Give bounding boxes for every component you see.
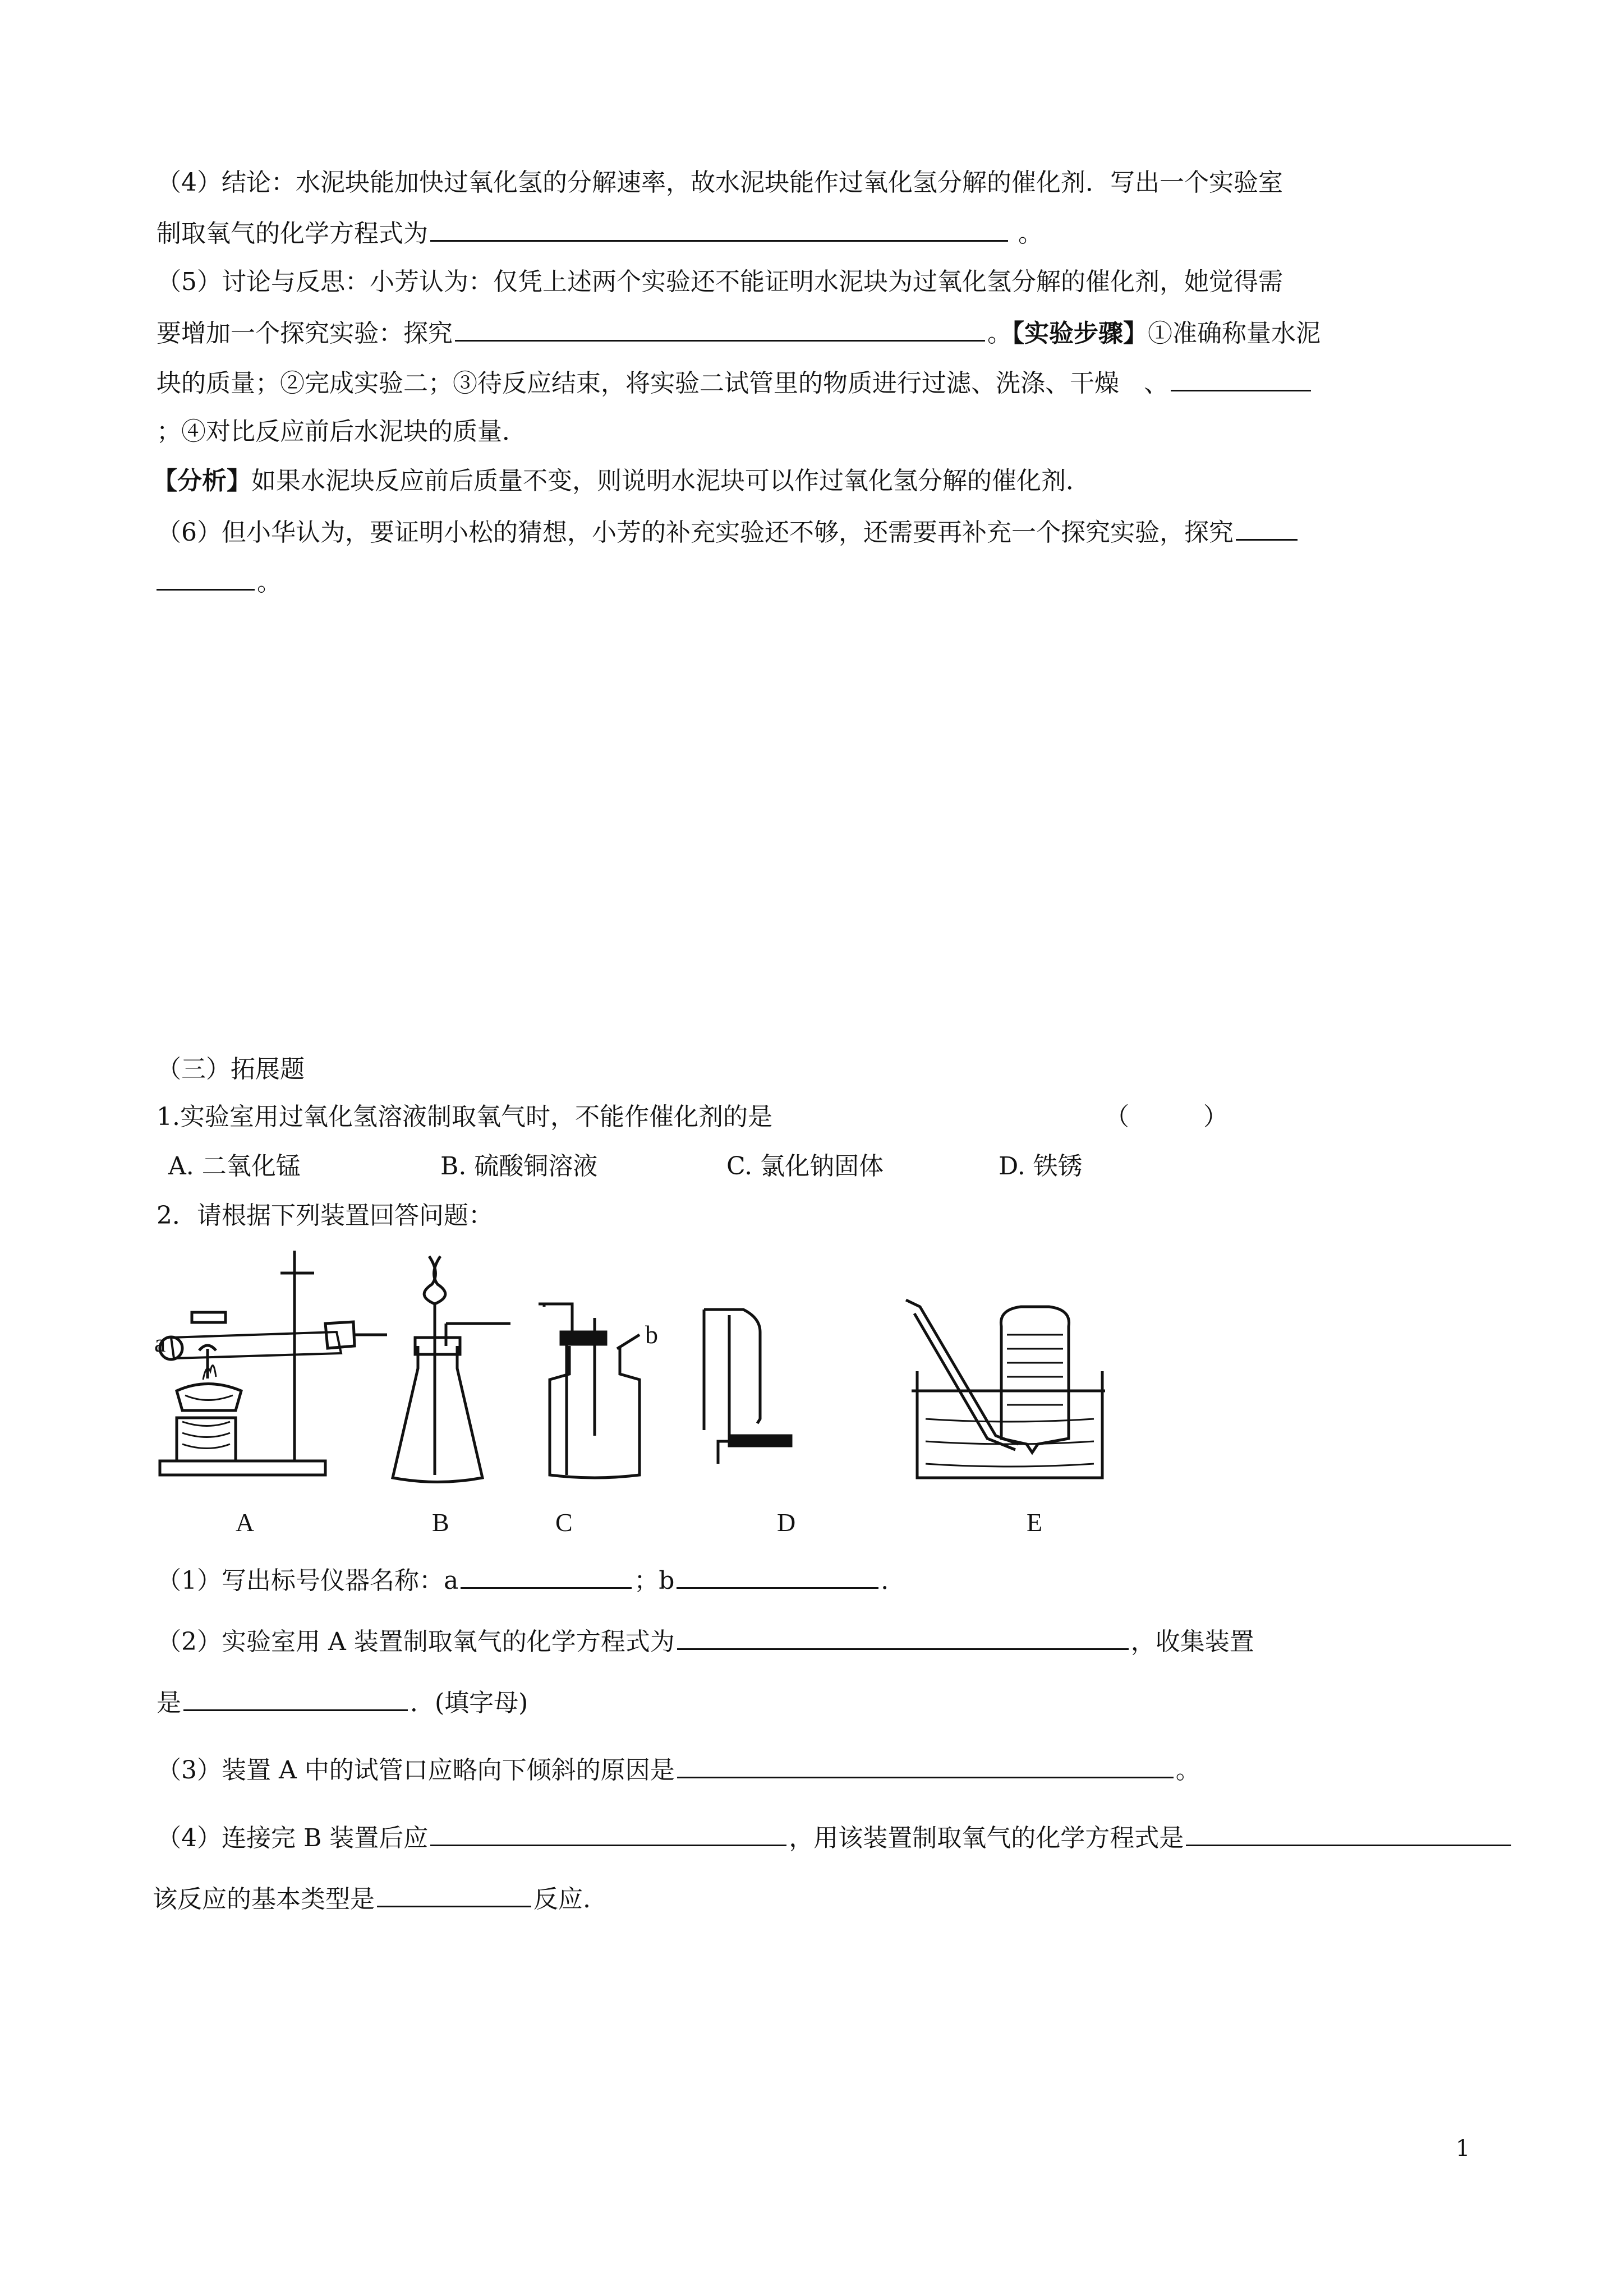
q1-stem (157, 1100, 1228, 1134)
q2-s4b-text: 该反应的基本类型是 (153, 1885, 375, 1914)
q1-answer-paren[interactable]: （ ） (1105, 1103, 1228, 1131)
step-blank[interactable] (1171, 365, 1311, 391)
q2-s1-end: ． (881, 1566, 906, 1595)
q2-s1-text: （1）写出标号仪器名称：a (157, 1566, 459, 1595)
part5-line2 (157, 315, 1321, 351)
figure-label-c: C (555, 1508, 573, 1537)
analysis-heading: 【分析】 (153, 467, 251, 495)
part6-blank-2[interactable] (157, 564, 255, 591)
figure-label-b: B (432, 1508, 449, 1537)
q1-stem-text: 1.实验室用过氧化氢溶液制取氧气时，不能作催化剂的是 (157, 1103, 772, 1131)
part4-line1: （4）结论：水泥块能加快过氧化氢的分解速率，故水泥块能作过氧化氢分解的催化剂．写出一个实验室 (157, 168, 1283, 197)
part5-line2-end: ①准确称量水泥 (1148, 319, 1321, 348)
q2-s1-mid: ；b (634, 1566, 675, 1595)
part5-line2-text: 要增加一个探究实验：探究 (157, 319, 453, 348)
q2-s4b (153, 1881, 591, 1916)
figure-label-d: D (777, 1508, 796, 1537)
option-b[interactable]: B. 硫酸铜溶液 (440, 1152, 598, 1181)
part5-line2-period: 。 (987, 319, 1012, 348)
part6-line1 (157, 514, 1300, 550)
reaction-type-blank[interactable] (377, 1881, 531, 1907)
label-b: b (645, 1320, 658, 1349)
q2-s4b-end: 反应. (533, 1885, 591, 1914)
part5-line3 (157, 365, 1313, 400)
apparatus-c (539, 1304, 658, 1537)
equation-a-blank[interactable] (677, 1624, 1129, 1650)
part6-blank-1[interactable] (1236, 514, 1298, 541)
instrument-a-blank[interactable] (461, 1562, 632, 1589)
q2-s1 (157, 1562, 905, 1598)
q2-s2b (157, 1685, 528, 1720)
q2-s3-text: （3）装置 A 中的试管口应略向下倾斜的原因是 (157, 1756, 675, 1785)
equation-b-blank[interactable] (1186, 1820, 1511, 1846)
q2-s4-text: （4）连接完 B 装置后应 (157, 1824, 429, 1852)
apparatus-b (393, 1256, 510, 1537)
option-c[interactable]: C. 氯化钠固体 (726, 1152, 884, 1181)
check-airtight-blank[interactable] (430, 1820, 786, 1846)
analysis-text: 如果水泥块反应前后质量不变，则说明水泥块可以作过氧化氢分解的催化剂． (251, 467, 1091, 495)
q2-s2b-end: ．(填字母) (410, 1689, 528, 1717)
explore-blank[interactable] (455, 315, 985, 342)
page-number: 1 (1456, 2136, 1470, 2161)
part5-line3-text: 块的质量；②完成实验二；③待反应结束，将实验二试管里的物质进行过滤、洗涤、干燥 、 (157, 369, 1168, 398)
reason-blank[interactable] (677, 1752, 1174, 1778)
q2-s2b-text: 是 (157, 1689, 181, 1717)
q2-s2-text: （2）实验室用 A 装置制取氧气的化学方程式为 (157, 1628, 675, 1656)
part5-line4: ；④对比反应前后水泥块的质量． (157, 417, 527, 446)
apparatus-a (154, 1251, 387, 1537)
figure-label-a: A (236, 1508, 255, 1537)
q2-s3-end: 。 (1175, 1756, 1200, 1785)
apparatus-d (704, 1310, 795, 1537)
option-d[interactable]: D. 铁锈 (999, 1152, 1083, 1181)
part5-line1: （5）讨论与反思：小芳认为：仅凭上述两个实验还不能证明水泥块为过氧化氢分解的催化剂，她觉得需 (157, 268, 1283, 296)
collection-device-blank[interactable] (183, 1685, 408, 1711)
part6-line2 (157, 564, 282, 600)
section-title: （三）拓展题 (157, 1055, 305, 1084)
q2-s2-end: ，收集装置 (1130, 1628, 1254, 1656)
q2-stem: 2．请根据下列装置回答问题： (157, 1201, 493, 1230)
figure-label-e: E (1027, 1508, 1043, 1537)
apparatus-figure (151, 1251, 1139, 1542)
part4-line2-text: 制取氧气的化学方程式为 (157, 219, 428, 248)
analysis-line (153, 464, 1091, 498)
option-a[interactable]: A. 二氧化锰 (168, 1152, 301, 1181)
part6-line2-end: 。 (257, 568, 282, 597)
instrument-b-blank[interactable] (677, 1562, 878, 1589)
q2-s4-mid: ，用该装置制取氧气的化学方程式是 (789, 1824, 1184, 1852)
q2-s3 (157, 1752, 1200, 1787)
label-a: a (154, 1329, 166, 1357)
equation-blank[interactable] (430, 215, 1008, 242)
part4-line2 (157, 215, 1043, 251)
part4-line2-end: 。 (1010, 219, 1043, 248)
q2-s2 (157, 1624, 1254, 1659)
apparatus-e (906, 1300, 1105, 1537)
experiment-steps-heading: 【实验步骤】 (1012, 319, 1148, 348)
part6-line1-text: （6）但小华认为，要证明小松的猜想，小芳的补充实验还不够，还需要再补充一个探究实验，探究 (157, 518, 1234, 547)
q2-s4 (157, 1820, 1513, 1855)
